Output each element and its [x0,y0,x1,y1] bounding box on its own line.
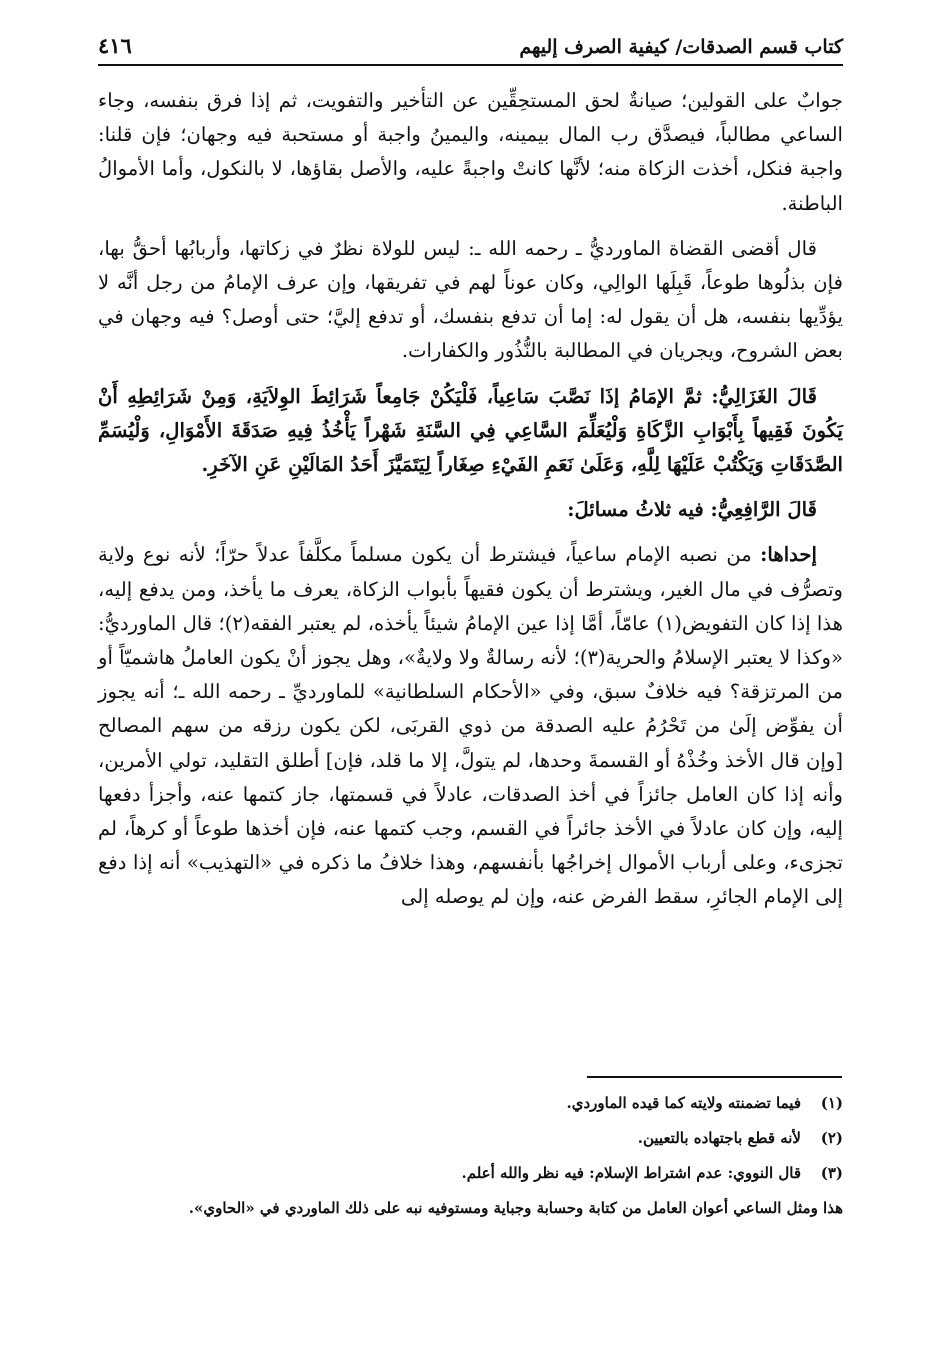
paragraph-3-ghazali: قَالَ الغَزَالِيُّ: ثمَّ الإمَامُ إذَا نَصَّبَ سَاعِياً، فَلْيَكُنْ جَامِعاً شَرَائِطَ الوِلاَيَةِ، وَمِنْ شَرَائِطِهِ أَنْ يَكُونَ فَقِيهاً بِأَبْوَابِ الزَّكَاةِ وَلْيُعَلِّمَ السَّاعِي فِي السَّنَةِ شَهْراً يَأْخُذُ فِيهِ صَدَقَةَ الأَمْوَالِ، وَلْيُسَمِّ الصَّدَقَاتِ وَيَكْتُبْ عَلَيْهَا لِلَّهِ، وَعَلَىٰ نَعَمِ الفَيْءِ صِغَاراً لِيَتَمَيَّزَ أَحَدُ المَالَيْنِ عَنِ الآخَرِ. [98,384,843,477]
paragraph-5-text: من نصبه الإمام ساعياً، فيشترط أن يكون مسلماً مكلَّفاً عدلاً حرّاً؛ لأنه نوع ولاية وتصرُّف في مال الغير، ويشترط أن يكون فقيهاً بأبواب الزكاة، يعرف ما يأخذ، ومن يدفع إليه، هذا إذا كان التفويض(١) عامّاً، أمَّا إذا عين الإمامُ شيئاً يأخذه، لم يعتبر الفقه(٢)؛ قال الماورديُّ: «وكذا لا يعتبر الإسلامُ والحرية(٣)؛ لأنه رسالةٌ ولا ولايةٌ»، وهل يجوز أنْ يكون العاملُ هاشميّاً أو من المرتزقة؟ فيه خلافٌ سبق، وفي «الأحكام السلطانية» للماورديِّ ـ رحمه الله ـ؛ أنه يجوز أن يفوِّض إلَىٰ من تَحْرُمُ عليه الصدقة من ذوي القربَى، لكن يكون رزقه من سهم المصالح [وإن قال الأخذ وخُذْهُ أو القسمةَ وحدها، لم يتولَّ، إلا ما قلد، فإن] أطلق التقليد، تولي الأمرين، وأنه إذا كان العامل جائزاً في أخذ الصدقات، عادلاً في قسمتها، جاز كتمها عنه، وأجزأ دفعها إليه، وإن كان عادلاً في الأخذ جائراً في القسم، وجب كتمها عنه، فإن أخذها طوعاً أو كرهاً، لم تجزىء، وعلى أرباب الأموال إخراجُها بأنفسهم، وهذا خلافُ ما ذكره في «التهذيب» أنه إذا دفع إلى الإمام الجائرِ، سقط الفرض عنه، وإن لم يوصله إلى [98,543,844,909]
paragraph-5 [98,538,843,914]
footnote-1 [98,1090,843,1116]
running-title: كتاب قسم الصدقات/ كيفية الصرف إليهم [519,36,843,58]
page-header [98,26,843,66]
paragraph-4-rafii: قَالَ الرَّافِعِيُّ: فيه ثلاثُ مسائلَ: [567,498,817,522]
main-text [98,84,843,926]
footnote-number: (١) [820,1094,843,1112]
footnote-number: (٢) [820,1129,843,1147]
footnote-text: لأنه قطع باجتهاده بالتعيين. [637,1129,801,1147]
page-number: ٤١٦ [98,33,132,58]
paragraph-1: جوابٌ على القولين؛ صيانةٌ لحق المستحِقِّين عن التأخير والتفويت، ثم إذا فرق بنفسه، وجاء الساعي مطالباً، فيصدَّق رب المال بيمينه، واليمينُ واجبة أو مستحبة فيه وجهان؛ فإن قلنا: واجبة فنكل، أخذت الزكاة منه؛ لأنَّها كانتْ واجبةً عليه، والأصل بقاؤها، لا بالنكول، وأما الأموالُ الباطنة. [98,89,843,215]
footnote-3 [98,1160,843,1186]
footnote-number: (٣) [820,1164,843,1182]
footnote-3-continuation: هذا ومثل الساعي أعوان العامل من كتابة وحسابة وجباية ومستوفيه نبه على ذلك الماوردي في «الحاوي». [188,1199,843,1217]
paragraph-5-lead: إحداها: [760,543,817,567]
paragraph-2: قال أقضى القضاة الماورديُّ ـ رحمه الله ـ: ليس للولاة نظرٌ في زكاتها، وأربابُها أحقُّ بها، فإن بذلُوها طوعاً، قَبِلَها الوالِي، وكان عوناً لهم في تفريقها، وإن عرف الإمامُ من رجل أنَّه لا يؤدِّيها بنفسه، هل أن يقول له: إما أن تدفع بنفسك، أو تدفع إليَّ؛ حتى أوصل؟ فيه وجهان في بعض الشروح، ويجريان في المطالبة بالنُّذُور والكفارات. [98,236,843,363]
footnote-text: فيما تضمنته ولايته كما قيده الماوردي. [566,1094,801,1112]
footnote-divider [587,1076,842,1078]
footnotes [98,1090,843,1221]
footnote-text: قال النووي: عدم اشتراط الإسلام: فيه نظر والله أعلم. [461,1164,801,1182]
footnote-2 [98,1125,843,1151]
